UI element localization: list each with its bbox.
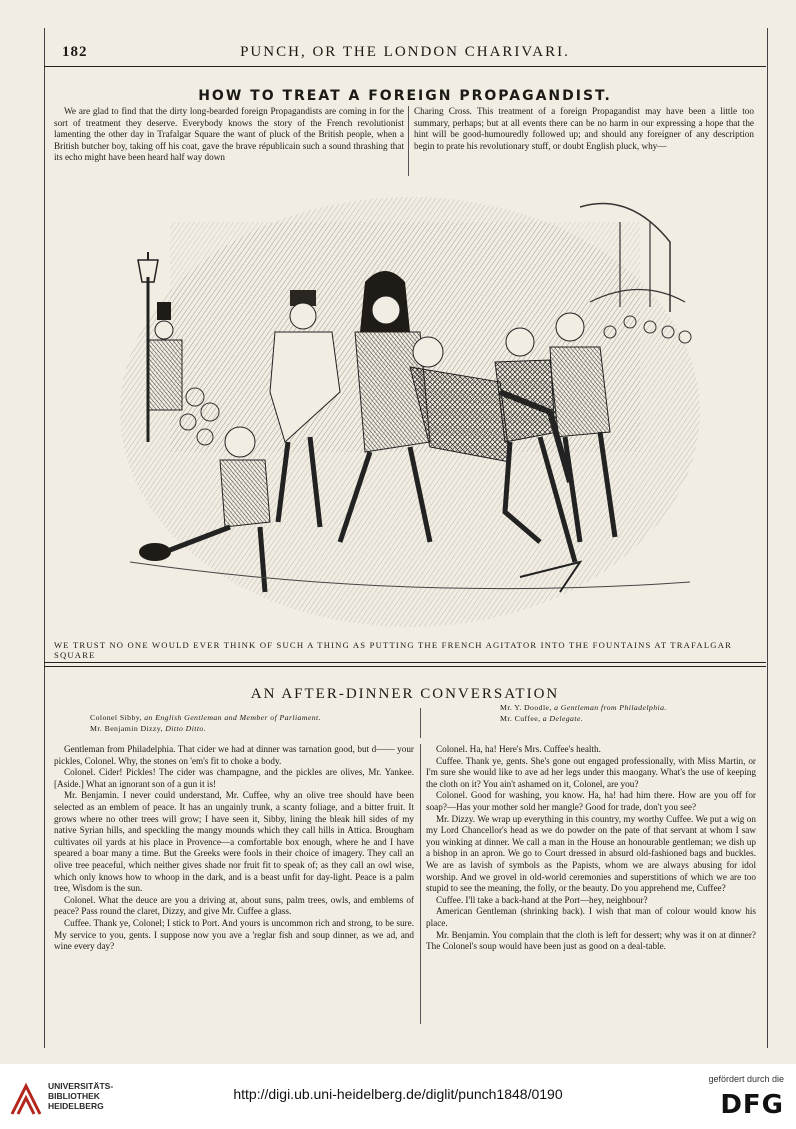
dramatis-personae-right [500, 702, 756, 724]
source-url-link[interactable]: http://digi.ub.uni-heidelberg.de/diglit/punch1848/0190 [233, 1086, 563, 1102]
illustration-caption: WE TRUST NO ONE WOULD EVER THINK OF SUCH A THING AS PUTTING THE FRENCH AGITATOR INTO THE FOUNTAINS AT TRAFALGAR SQUARE [54, 640, 733, 660]
dialogue-paragraph: Cuffee. I'll take a back-hand at the Port—hey, neighbour? [436, 894, 648, 905]
dialogue-paragraph: American Gentleman (shrinking back). I wish that man of colour would know his place. [426, 906, 756, 928]
character-name: Mr. Y. Doodle, [500, 703, 552, 712]
article-paragraph: Charing Cross. This treatment of a foreign Propagandist may have been a little too summary, perhaps; but at all events there can be no harm in our expressing a hope that the hint will be good-humouredly followed up; and should any foreigner of any description begin to prate his revolutionary stuff, or doubt English pluck, why— [414, 106, 754, 151]
dialogue-paragraph: Colonel. Good for washing, you know. Ha, ha! had him there. How are you off for soap?—Has your mother sold her mangle? Good for trade, don't you see? [426, 790, 756, 812]
dialogue-paragraph: Cuffee. Thank ye, gents. She's gone out engaged professionally, with Miss Martin, or I'm sure she would like to ave ad her legs under this maogany. What's the use of keeping the cloth on it? You ain't ashamed on it, Colonel, are you? [426, 755, 756, 789]
library-name-line: BIBLIOTHEK [48, 1091, 100, 1101]
character-name: Mr. Benjamin Dizzy, [90, 724, 163, 733]
library-name-line: UNIVERSITÄTS- [48, 1081, 114, 1091]
dialogue-paragraph: Cuffee. Thank ye, Colonel; I stick to Port. And yours is uncommon rich and strong, to be sure. My service to you, gents. I suppose now you ave a 'reglar fish and soup dinner, as we ad, and wine every day? [54, 917, 414, 952]
dialogue-paragraph: Mr. Benjamin. You complain that the cloth is left for dessert; why was it on at dinner? The Colonel's soup would have been just as good on a deal-table. [426, 929, 756, 952]
dialogue-paragraph: Colonel. Ha, ha! Here's Mrs. Cuffee's health. [436, 744, 601, 754]
conversation-left-column [54, 744, 414, 953]
article-text-right [414, 106, 754, 152]
dialogue-paragraph: Colonel. What the deuce are you a driving at, about suns, palm trees, owls, and emblems of peace? Pass round the claret, Dizzy, and give Mr. Cuffee a glass. [54, 894, 414, 917]
section-divider [44, 662, 766, 663]
character-name: Colonel Sibby, [90, 713, 142, 722]
dramatis-personae-left [90, 712, 390, 734]
article-title: HOW TO TREAT A FOREIGN PROPAGANDIST. [198, 88, 612, 104]
article-text-left [54, 106, 404, 164]
dialogue-paragraph: Gentleman from Philadelphia. That cider we had at dinner was tarnation good, but d—— your pickles, Colonel. Why, the stones on 'em's fit to choke a body. [54, 744, 414, 766]
character-entry [500, 702, 756, 713]
character-role: an English Gentleman and Member of Parliament. [144, 713, 321, 722]
dfg-logo: DFG [720, 1090, 784, 1120]
column-divider [420, 708, 421, 738]
character-role: a Delegate. [542, 714, 584, 723]
page-number: 182 [62, 44, 88, 60]
funded-by-label: gefördert durch die [708, 1074, 784, 1084]
page-header [44, 36, 766, 67]
character-entry [500, 713, 756, 724]
engraving-illustration [110, 182, 700, 632]
running-title: PUNCH, OR THE LONDON CHARIVARI. [240, 44, 570, 60]
column-divider [420, 744, 421, 1024]
conversation-title: AN AFTER-DINNER CONVERSATION [250, 686, 560, 702]
character-entry [90, 723, 390, 734]
digitization-footer [0, 1064, 796, 1129]
character-role: a Gentleman from Philadelphia. [554, 703, 667, 712]
character-name: Mr. Cuffee, [500, 714, 541, 723]
column-divider [408, 106, 409, 176]
character-entry [90, 712, 390, 723]
dialogue-paragraph: Mr. Benjamin. I never could understand, Mr. Cuffee, why an olive tree should have been selected as an emblem of peace. It has an ungainly trunk, a scanty foliage, and a bitter fruit. It grows where no other trees will grow; I have seen it, Sibby, lining the bleak hill sides of my native Syrian hills, and speckling the mangy mounds which they call hills in Attica. Brougham cultivates oil yards at his place in Provence—a comfortable box enough, where he and I have speared a boar many a time. But the Greeks were fools in their choice of imagery. They call an olive tree peaceful, which neither gives shade nor fruit fit to speak of; as they call an owl wise, which only knows how to whoop in the dark, and is a beast unfit for day-light. Peace is a palm tree, Wisdom is the sun. [54, 790, 414, 894]
conversation-right-column [426, 744, 756, 953]
library-name-line: HEIDELBERG [48, 1101, 104, 1111]
section-divider [44, 666, 766, 667]
dialogue-paragraph: Colonel. Cider! Pickles! The cider was champagne, and the pickles are olives, Mr. Yankee. [Aside.] What an ignorant son of a gun it is! [54, 767, 414, 789]
character-role: Ditto Ditto. [165, 724, 207, 733]
dialogue-paragraph: Mr. Dizzy. We wrap up everything in this country, my worthy Cuffee. We put a wig on my Lord Chancellor's head as we do powder on the pate of that servant at whom I saw you winking at dinner. We call a man in the House an honourable gentleman; we dish up a bishop in an apron. We go to Court dressed in absurd old-fashioned bags and buckles. We are as lavish of symbols as the Papists, whom we are always abusing for idol worship. And we grovel in old-world ceremonies and superstitions of which we are too stupid to see the meaning, the folly, or the beauty. Do you apprehend me, Cuffee? [426, 813, 756, 894]
article-paragraph: We are glad to find that the dirty long-bearded foreign Propagandists are coming in for the sort of treatment they deserve. Everybody knows the story of the French revolutionist lamenting the other day in Trafalgar Square the want of pluck of the British people, when a British butcher boy, taking off his coat, gave the brave républicain such a sound thrashing that its echo might have been heard half way down [54, 106, 404, 163]
